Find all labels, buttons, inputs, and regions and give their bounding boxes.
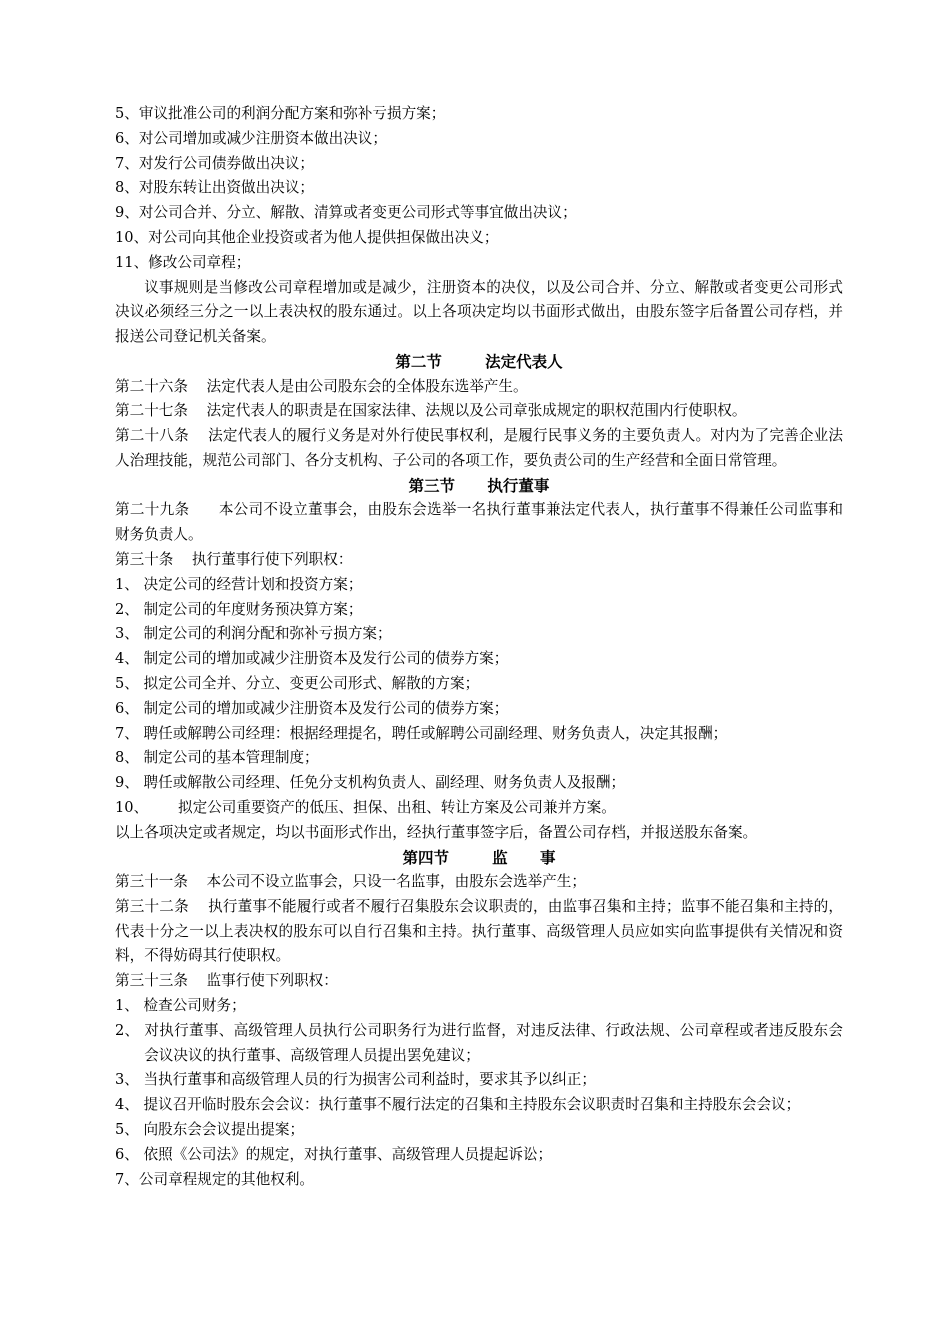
list-item — [115, 796, 843, 821]
rules-paragraph: 议事规则是当修改公司章程增加或是减少，注册资本的决仪，以及公司合并、分立、解散或者变更公司形式决议必须经三分之一以上表决权的股东通过。以上各项决定均以书面形式做出，由股东签字后备置公司存档，并报送公司登记机关备案。 — [115, 278, 843, 346]
list-number: 10、 — [115, 798, 149, 816]
list-item: 4、 制定公司的增加或减少注册资本及发行公司的债券方案； — [115, 650, 509, 668]
list-item: 3、 制定公司的利润分配和弥补亏损方案； — [115, 625, 392, 643]
section-heading: 第二节 法定代表人 — [395, 352, 563, 371]
list-item: 1、 决定公司的经营计划和投资方案； — [115, 575, 363, 593]
list-item: 6、对公司增加或减少注册资本做出决议； — [115, 129, 387, 147]
list-item: 5、审议批准公司的利润分配方案和弥补亏损方案； — [115, 105, 446, 122]
list-item: 7、 聘任或解聘公司经理：根据经理提名，聘任或解聘公司副经理、财务负责人，决定其报酬； — [115, 724, 728, 742]
list-item: 7、对发行公司债券做出决议； — [115, 154, 315, 172]
list-item: 3、 当执行董事和高级管理人员的行为损害公司利益时，要求其予以纠正； — [115, 1071, 596, 1089]
list-item: 5、 拟定公司全并、分立、变更公司形式、解散的方案； — [115, 674, 480, 692]
list-item: 2、 对执行董事、高级管理人员执行公司职务行为进行监督，对违反法律、行政法规、公司章程或者违反股东会会议决议的执行董事、高级管理人员提出罢免建议； — [115, 1021, 843, 1064]
list-item: 2、 制定公司的年度财务预决算方案； — [115, 600, 363, 618]
list-item: 10、对公司向其他企业投资或者为他人提供担保做出决义； — [115, 228, 499, 246]
list-item: 5、 向股东会会议提出提案； — [115, 1121, 305, 1139]
list-item: 7、公司章程规定的其他权利。 — [115, 1170, 315, 1188]
list-item: 9、 聘任或解散公司经理、任免分支机构负责人、副经理、财务负责人及报酬； — [115, 774, 626, 792]
document-page — [115, 102, 843, 1192]
article-32: 第三十二条 执行董事不能履行或者不履行召集股东会议职责的，由监事召集和主持；监事不能召集和主持的，代表十分之一以上表决权的股东可以自行召集和主持。执行董事、高级管理人员应如实向监事提供有关情况和资料，不得妨碍其行使职权。 — [115, 897, 843, 965]
list-text: 拟定公司重要资产的低压、担保、出租、转让方案及公司兼并方案。 — [178, 798, 616, 816]
list-item: 6、 依照《公司法》的规定，对执行董事、高级管理人员提起诉讼； — [115, 1145, 553, 1163]
section-heading: 第三节 执行董事 — [408, 476, 550, 495]
list-item: 8、 制定公司的基本管理制度； — [115, 749, 319, 767]
list-item: 9、对公司合并、分立、解散、清算或者变更公司形式等事宜做出决议； — [115, 204, 577, 222]
article-29: 第二十九条 本公司不设立董事会，由股东会选举一名执行董事兼法定代表人，执行董事不得兼任公司监事和财务负责人。 — [115, 501, 843, 544]
list-item: 4、 提议召开临时股东会会议：执行董事不履行法定的召集和主持股东会议职责时召集和主持股东会会议； — [115, 1096, 801, 1114]
list-item: 11、修改公司章程； — [115, 253, 251, 271]
article-33: 第三十三条 监事行使下列职权： — [115, 972, 338, 990]
list-item: 6、 制定公司的增加或减少注册资本及发行公司的债券方案； — [115, 699, 509, 717]
article-31: 第三十一条 本公司不设立监事会，只设一名监事，由股东会选举产生； — [115, 873, 586, 891]
list-item: 8、对股东转让出资做出决议； — [115, 179, 315, 197]
article-26: 第二十六条 法定代表人是由公司股东会的全体股东选举产生。 — [115, 377, 528, 395]
article-27: 第二十七条 法定代表人的职责是在国家法律、法规以及公司章张成规定的职权范围内行使职权。 — [115, 402, 747, 420]
list-item: 1、 检查公司财务； — [115, 997, 246, 1015]
article-30: 第三十条 执行董事行使下列职权： — [115, 550, 353, 568]
section-heading: 第四节 监 事 — [402, 848, 556, 867]
closing-note: 以上各项决定或者规定，均以书面形式作出，经执行董事签字后，备置公司存档，并报送股东备案。 — [115, 823, 758, 841]
article-28: 第二十八条 法定代表人的履行义务是对外行使民事权利，是履行民事义务的主要负责人。对内为了完善企业法人治理技能，规范公司部门、各分支机构、子公司的各项工作，要负责公司的生产经营和全面日常管理。 — [115, 427, 843, 469]
